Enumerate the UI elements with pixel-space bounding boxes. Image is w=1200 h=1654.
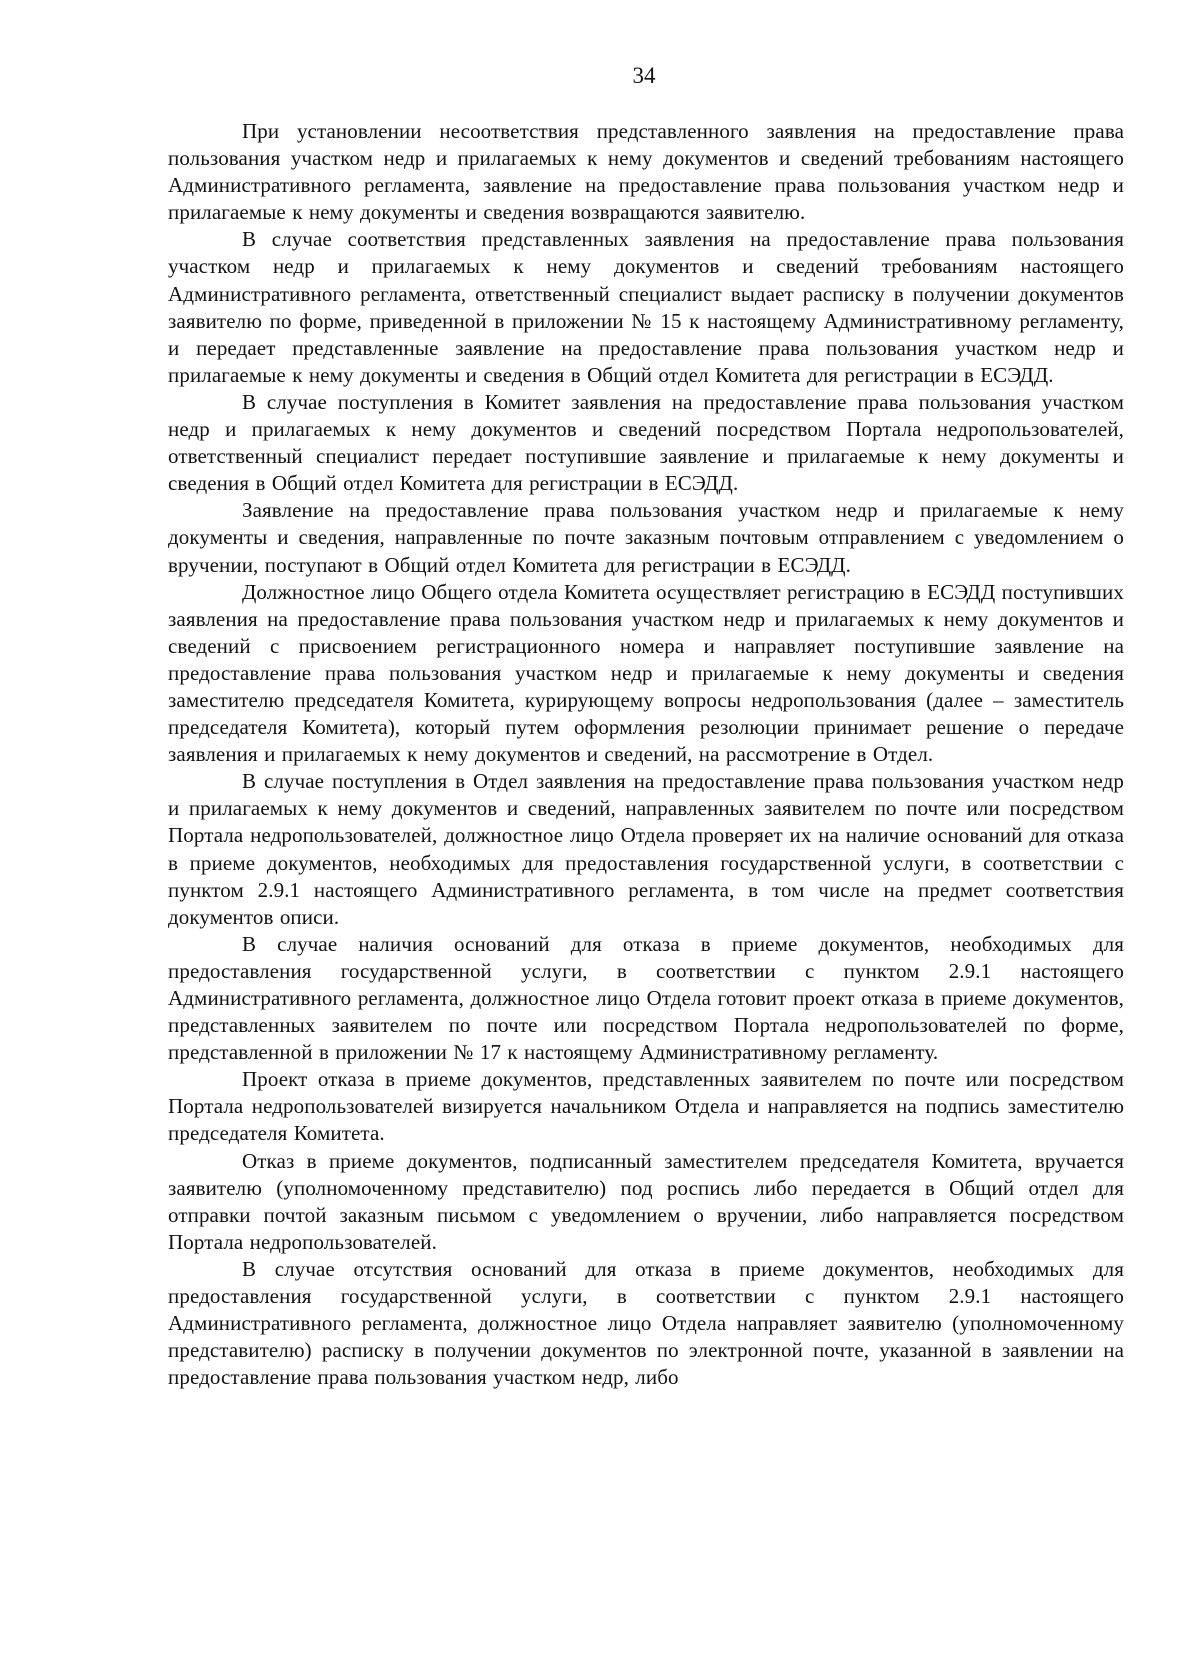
paragraph-10: В случае отсутствия оснований для отказа в приеме документов, необходимых для предоставления государственной услуги, в соответствии с пунктом 2.9.1 настоящего Административного регламента, должностное лицо Отдела направляет заявителю (уполномоченному представителю) расписку в получении документов по электронной почте, указанной в заявлении на предоставление права пользования участком недр, либо: [168, 1256, 1124, 1390]
paragraph-3: В случае поступления в Комитет заявления на предоставление права пользования участком недр и прилагаемых к нему документов и сведений посредством Портала недропользователей, ответственный специалист передает поступившие заявление и прилагаемые к нему документы и сведения в Общий отдел Комитета для регистрации в ЕСЭДД.: [168, 389, 1124, 496]
document-body: [168, 118, 1124, 1391]
page-number: 34: [632, 63, 656, 88]
paragraph-6: В случае поступления в Отдел заявления на предоставление права пользования участком недр и прилагаемых к нему документов и сведений, направленных заявителем по почте или посредством Портала недропользователей, должностное лицо Отдела проверяет их на наличие оснований для отказа в приеме документов, необходимых для предоставления государственной услуги, в соответствии с пунктом 2.9.1 настоящего Административного регламента, в том числе на предмет соответствия документов описи.: [168, 769, 1124, 929]
paragraph-7: В случае наличия оснований для отказа в приеме документов, необходимых для предоставления государственной услуги, в соответствии с пунктом 2.9.1 настоящего Административного регламента, должностное лицо Отдела готовит проект отказа в приеме документов, представленных заявителем по почте или посредством Портала недропользователей по форме, представленной в приложении № 17 к настоящему Административному регламенту.: [168, 931, 1124, 1065]
paragraph-9: Отказ в приеме документов, подписанный заместителем председателя Комитета, вручается заявителю (уполномоченному представителю) под роспись либо передается в Общий отдел для отправки почтой заказным письмом с уведомлением о вручении, либо направляется посредством Портала недропользователей.: [168, 1148, 1124, 1254]
paragraph-2: В случае соответствия представленных заявления на предоставление права пользования участком недр и прилагаемых к нему документов и сведений требованиям настоящего Административного регламента, ответственный специалист выдает расписку в получении документов заявителю по форме, приведенной в приложении № 15 к настоящему Административному регламенту, и передает представленные заявление на предоставление права пользования участком недр и прилагаемые к нему документы и сведения в Общий отдел Комитета для регистрации в ЕСЭДД.: [168, 227, 1124, 387]
paragraph-8: Проект отказа в приеме документов, представленных заявителем по почте или посредством Портала недропользователей визируется начальником Отдела и направляется на подпись заместителю председателя Комитета.: [168, 1067, 1124, 1146]
paragraph-5: Должностное лицо Общего отдела Комитета осуществляет регистрацию в ЕСЭДД поступивших заявления на предоставление права пользования участком недр и прилагаемых к нему документов и сведений с присвоением регистрационного номера и направляет поступившие заявление на предоставление права пользования участком недр и прилагаемые к нему документы и сведения заместителю председателя Комитета, курирующему вопросы недропользования (далее – заместитель председателя Комитета), который путем оформления резолюции принимает решение о передаче заявления и прилагаемых к нему документов и сведений, на рассмотрение в Отдел.: [168, 579, 1124, 767]
paragraph-4: Заявление на предоставление права пользования участком недр и прилагаемые к нему документы и сведения, направленные по почте заказным почтовым отправлением с уведомлением о вручении, поступают в Общий отдел Комитета для регистрации в ЕСЭДД.: [168, 498, 1124, 577]
paragraph-1: При установлении несоответствия представленного заявления на предоставление права пользования участком недр и прилагаемых к нему документов и сведений требованиям настоящего Административного регламента, заявление на предоставление права пользования участком недр и прилагаемые к нему документы и сведения возвращаются заявителю.: [168, 119, 1124, 225]
